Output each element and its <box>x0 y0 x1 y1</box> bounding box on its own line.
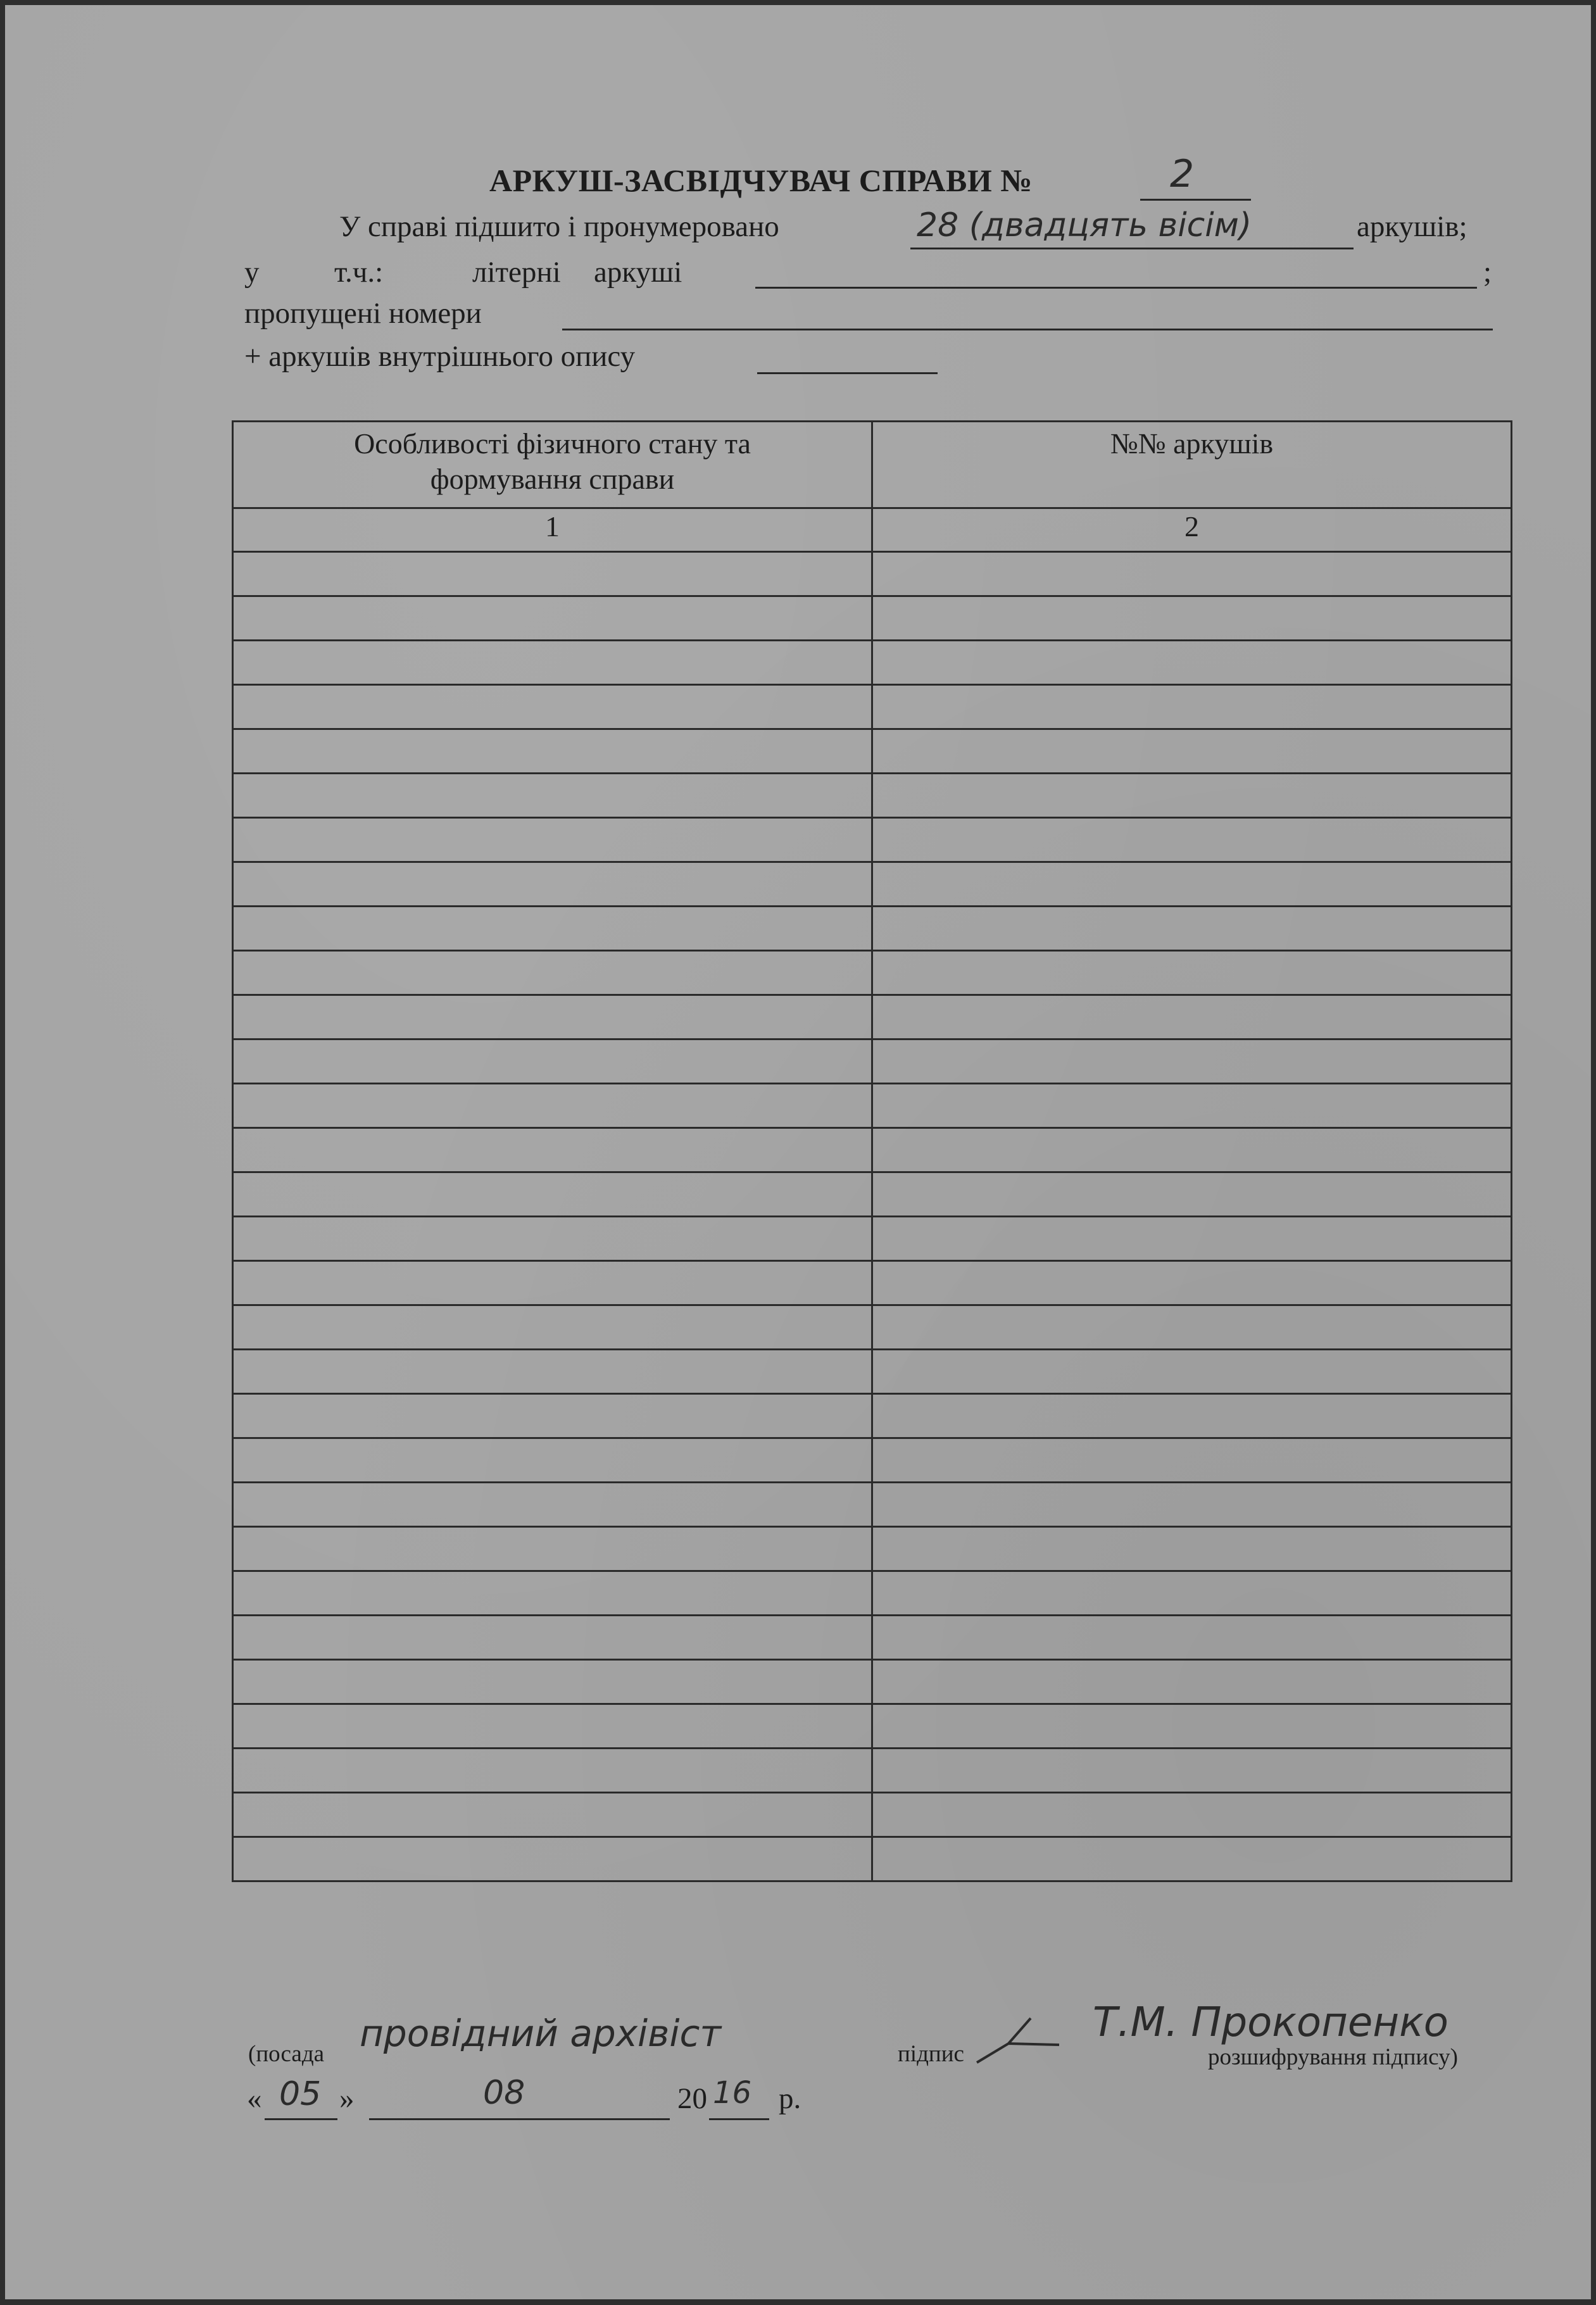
sheet-numbers-cell <box>872 1039 1512 1084</box>
condition-cell <box>233 1172 872 1217</box>
table-header-row <box>233 422 1512 508</box>
table-row <box>233 641 1512 685</box>
year-line <box>709 2118 769 2120</box>
incl-end: ; <box>1483 256 1492 289</box>
column-number-row <box>233 508 1512 552</box>
table-row <box>233 951 1512 995</box>
condition-cell <box>233 907 872 951</box>
condition-cell <box>233 951 872 995</box>
incl-liter: літерні <box>472 256 561 289</box>
condition-cell <box>233 1571 872 1616</box>
condition-cell <box>233 1217 872 1261</box>
sheet-numbers-cell <box>872 1217 1512 1261</box>
table-row <box>233 1172 1512 1217</box>
table-row <box>233 1438 1512 1483</box>
position-label: (посада <box>248 2041 325 2067</box>
sheet-numbers-cell <box>872 1527 1512 1571</box>
year-prefix: 20 <box>677 2082 707 2115</box>
month-handwritten: 08 <box>483 2074 525 2112</box>
sheet-numbers-cell <box>872 1483 1512 1527</box>
condition-cell <box>233 1793 872 1837</box>
condition-cell <box>233 774 872 818</box>
sheet-numbers-cell <box>872 995 1512 1039</box>
table-row <box>233 1394 1512 1438</box>
sheet-numbers-cell <box>872 818 1512 862</box>
sheet-numbers-cell <box>872 1394 1512 1438</box>
table-row <box>233 1793 1512 1837</box>
header-sheet-numbers <box>872 422 1512 508</box>
sheet-numbers-cell <box>872 774 1512 818</box>
date-quote-close: » <box>339 2082 355 2115</box>
title-text: АРКУШ-ЗАСВІДЧУВАЧ СПРАВИ № <box>489 163 1033 198</box>
condition-cell <box>233 995 872 1039</box>
condition-cell <box>233 729 872 774</box>
month-line <box>369 2118 670 2120</box>
header-sheet-numbers-text: №№ аркушів <box>1110 427 1274 460</box>
condition-cell <box>233 552 872 596</box>
condition-cell <box>233 1483 872 1527</box>
table-row <box>233 596 1512 641</box>
internal-inventory-label: + аркушів внутрішнього опису <box>244 340 636 373</box>
table-row <box>233 1704 1512 1749</box>
table-row <box>233 729 1512 774</box>
sheet-numbers-cell <box>872 1571 1512 1616</box>
table-row <box>233 1837 1512 1881</box>
table-row <box>233 1616 1512 1660</box>
condition-cell <box>233 596 872 641</box>
condition-cell <box>233 1128 872 1172</box>
day-line <box>265 2118 337 2120</box>
sheets-count-line <box>910 248 1354 249</box>
sheet-numbers-cell <box>872 862 1512 907</box>
condition-table <box>232 420 1512 1882</box>
missing-numbers-line <box>562 329 1493 330</box>
sheet-numbers-cell <box>872 1172 1512 1217</box>
condition-cell <box>233 1749 872 1793</box>
condition-cell <box>233 1704 872 1749</box>
table-row <box>233 1261 1512 1305</box>
sheet-numbers-cell <box>872 596 1512 641</box>
table-row <box>233 1660 1512 1704</box>
sheet-numbers-cell <box>872 685 1512 729</box>
sheet-numbers-cell <box>872 951 1512 995</box>
table-row <box>233 907 1512 951</box>
internal-inventory-line <box>757 372 938 374</box>
sheet-numbers-cell <box>872 1261 1512 1305</box>
header-condition-line1: Особливості фізичного стану та <box>354 427 751 460</box>
condition-cell <box>233 1527 872 1571</box>
table-row <box>233 1350 1512 1394</box>
sheet-numbers-cell <box>872 729 1512 774</box>
incl-u: у <box>244 256 260 289</box>
sheet-numbers-cell <box>872 1704 1512 1749</box>
condition-cell <box>233 862 872 907</box>
condition-cell <box>233 1616 872 1660</box>
condition-cell <box>233 818 872 862</box>
table-row <box>233 685 1512 729</box>
sheet-numbers-cell <box>872 1438 1512 1483</box>
sheet-numbers-cell <box>872 1350 1512 1394</box>
condition-cell <box>233 1261 872 1305</box>
incl-arkushi: аркуші <box>594 256 682 289</box>
sheet-numbers-cell <box>872 1084 1512 1128</box>
sheet-numbers-cell <box>872 1305 1512 1350</box>
header-condition-line2: формування справи <box>430 463 675 495</box>
condition-cell <box>233 641 872 685</box>
missing-numbers-label: пропущені номери <box>244 297 482 330</box>
column-number-1: 1 <box>233 508 872 552</box>
document-sheet <box>5 5 1591 2299</box>
condition-cell <box>233 1350 872 1394</box>
sheets-count-handwritten: 28 (двадцять вісім) <box>917 206 1252 244</box>
condition-cell <box>233 1660 872 1704</box>
table-row <box>233 862 1512 907</box>
position-handwritten: провідний архівіст <box>360 2012 722 2055</box>
header-condition <box>233 422 872 508</box>
table-row <box>233 1527 1512 1571</box>
condition-cell <box>233 1039 872 1084</box>
case-number-handwritten: 2 <box>1170 152 1195 196</box>
sheet-numbers-cell <box>872 907 1512 951</box>
condition-cell <box>233 1837 872 1881</box>
table-row <box>233 1128 1512 1172</box>
condition-cell <box>233 1438 872 1483</box>
condition-cell <box>233 1084 872 1128</box>
table-row <box>233 1305 1512 1350</box>
table-row <box>233 995 1512 1039</box>
document-title <box>489 162 1033 199</box>
case-number-line <box>1140 199 1251 201</box>
sheet-numbers-cell <box>872 1749 1512 1793</box>
sheets-suffix: аркушів; <box>1357 210 1467 243</box>
table-row <box>233 1571 1512 1616</box>
year-handwritten: 16 <box>713 2075 752 2111</box>
condition-cell <box>233 685 872 729</box>
condition-cell <box>233 1305 872 1350</box>
sheet-numbers-cell <box>872 1616 1512 1660</box>
decode-label: розшифрування підпису) <box>1208 2044 1458 2070</box>
sheet-numbers-cell <box>872 552 1512 596</box>
year-suffix: р. <box>779 2082 801 2115</box>
column-number-2: 2 <box>872 508 1512 552</box>
date-quote-open: « <box>247 2082 262 2115</box>
table-row <box>233 1483 1512 1527</box>
stitched-label: У справі підшито і пронумеровано <box>339 210 779 243</box>
day-handwritten: 05 <box>279 2075 322 2113</box>
sheet-numbers-cell <box>872 1793 1512 1837</box>
table-row <box>233 552 1512 596</box>
signature-label: підпис <box>898 2041 964 2067</box>
table-row <box>233 1749 1512 1793</box>
liter-sheets-line <box>755 287 1477 289</box>
table-row <box>233 1217 1512 1261</box>
name-handwritten: Т.М. Прокопенко <box>1093 1999 1448 2046</box>
sheet-numbers-cell <box>872 641 1512 685</box>
incl-tch: т.ч.: <box>334 256 384 289</box>
table-row <box>233 1084 1512 1128</box>
table-row <box>233 818 1512 862</box>
table-row <box>233 1039 1512 1084</box>
condition-cell <box>233 1394 872 1438</box>
sheet-numbers-cell <box>872 1837 1512 1881</box>
sheet-numbers-cell <box>872 1128 1512 1172</box>
sheet-numbers-cell <box>872 1660 1512 1704</box>
table-row <box>233 774 1512 818</box>
signature-mark-icon <box>971 2012 1065 2069</box>
